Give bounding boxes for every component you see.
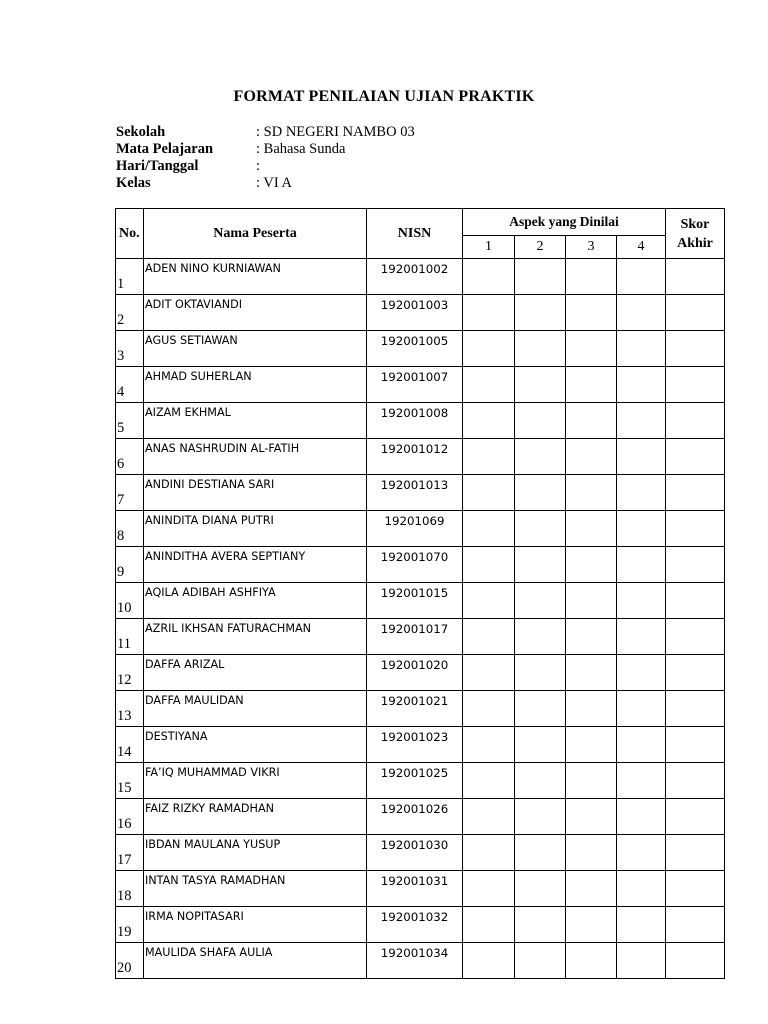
skor-akhir-cell [666,403,725,439]
table-row [116,799,725,835]
page-title: FORMAT PENILAIAN UJIAN PRAKTIK [233,88,535,105]
student-name: DAFFA ARIZAL [144,655,367,691]
student-name: ADIT OKTAVIANDI [144,295,367,331]
student-nisn: 192001025 [367,763,463,799]
info-block [116,124,415,192]
skor-akhir-cell [666,367,725,403]
skor-akhir-cell [666,547,725,583]
row-number: 18 [116,871,144,907]
student-nisn: 19201069 [367,511,463,547]
table-row [116,619,725,655]
score-aspek-1-cell [463,583,515,619]
skor-akhir-cell [666,331,725,367]
skor-akhir-cell [666,763,725,799]
score-aspek-3-cell [566,259,617,295]
student-nisn: 192001031 [367,871,463,907]
row-number: 12 [116,655,144,691]
row-number: 7 [116,475,144,511]
info-value: : VI A [256,175,292,191]
student-nisn: 192001026 [367,799,463,835]
student-name: ADEN NINO KURNIAWAN [144,259,367,295]
row-number: 19 [116,907,144,943]
table-row [116,655,725,691]
score-aspek-4-cell [617,403,666,439]
student-name: IBDAN MAULANA YUSUP [144,835,367,871]
student-name: DAFFA MAULIDAN [144,691,367,727]
student-name: FAIZ RIZKY RAMADHAN [144,799,367,835]
score-aspek-2-cell [515,727,566,763]
table-row [116,727,725,763]
score-aspek-2-cell [515,691,566,727]
skor-akhir-cell [666,583,725,619]
score-aspek-1-cell [463,403,515,439]
student-name: AHMAD SUHERLAN [144,367,367,403]
score-aspek-4-cell [617,943,666,979]
score-aspek-3-cell [566,547,617,583]
header-skor-akhir: Skor Akhir [666,209,725,259]
score-aspek-2-cell [515,439,566,475]
score-aspek-3-cell [566,511,617,547]
student-name: DESTIYANA [144,727,367,763]
row-number: 17 [116,835,144,871]
skor-akhir-cell [666,871,725,907]
row-number: 20 [116,943,144,979]
student-nisn: 192001021 [367,691,463,727]
score-aspek-4-cell [617,367,666,403]
score-aspek-3-cell [566,871,617,907]
score-aspek-2-cell [515,475,566,511]
student-nisn: 192001003 [367,295,463,331]
student-nisn: 192001032 [367,907,463,943]
header-nama-peserta: Nama Peserta [144,209,367,259]
row-number: 3 [116,331,144,367]
score-aspek-2-cell [515,331,566,367]
score-aspek-2-cell [515,871,566,907]
header-aspek-1: 1 [463,236,515,259]
score-aspek-1-cell [463,619,515,655]
score-aspek-4-cell [617,259,666,295]
row-number: 2 [116,295,144,331]
table-row [116,367,725,403]
student-nisn: 192001013 [367,475,463,511]
info-value: : [256,158,261,174]
table-row [116,835,725,871]
score-aspek-3-cell [566,295,617,331]
header-aspek-2: 2 [515,236,566,259]
student-name: ANDINI DESTIANA SARI [144,475,367,511]
score-aspek-2-cell [515,259,566,295]
score-aspek-2-cell [515,907,566,943]
score-aspek-1-cell [463,439,515,475]
skor-akhir-cell [666,619,725,655]
info-label: Sekolah [116,124,166,140]
score-aspek-4-cell [617,331,666,367]
score-aspek-4-cell [617,475,666,511]
skor-akhir-cell [666,943,725,979]
table-body [116,259,725,979]
score-aspek-3-cell [566,655,617,691]
score-aspek-2-cell [515,799,566,835]
score-aspek-3-cell [566,799,617,835]
score-aspek-3-cell [566,403,617,439]
table-row [116,583,725,619]
score-aspek-3-cell [566,439,617,475]
student-name: AIZAM EKHMAL [144,403,367,439]
header-aspek-yang-dinilai: Aspek yang Dinilai [463,209,666,236]
student-nisn: 192001015 [367,583,463,619]
score-aspek-3-cell [566,727,617,763]
score-aspek-1-cell [463,835,515,871]
score-aspek-2-cell [515,583,566,619]
score-aspek-4-cell [617,727,666,763]
score-aspek-4-cell [617,619,666,655]
info-value: : Bahasa Sunda [256,141,346,157]
score-aspek-4-cell [617,907,666,943]
score-aspek-4-cell [617,547,666,583]
skor-akhir-cell [666,259,725,295]
table-row [116,295,725,331]
info-row-mata-pelajaran [116,141,415,158]
student-nisn: 192001008 [367,403,463,439]
header-aspek-3: 3 [566,236,617,259]
student-nisn: 192001023 [367,727,463,763]
skor-akhir-cell [666,439,725,475]
score-aspek-4-cell [617,763,666,799]
score-aspek-2-cell [515,403,566,439]
score-aspek-4-cell [617,655,666,691]
row-number: 1 [116,259,144,295]
score-aspek-1-cell [463,799,515,835]
score-aspek-1-cell [463,367,515,403]
score-aspek-3-cell [566,367,617,403]
info-row-sekolah [116,124,415,141]
student-nisn: 192001017 [367,619,463,655]
student-name: MAULIDA SHAFA AULIA [144,943,367,979]
table-row [116,475,725,511]
student-name: FA’IQ MUHAMMAD VIKRI [144,763,367,799]
score-aspek-4-cell [617,583,666,619]
score-aspek-4-cell [617,439,666,475]
score-aspek-2-cell [515,367,566,403]
info-label: Mata Pelajaran [116,141,214,157]
table-row [116,403,725,439]
table-row [116,511,725,547]
score-aspek-1-cell [463,259,515,295]
score-aspek-4-cell [617,799,666,835]
student-name: ANAS NASHRUDIN AL-FATIH [144,439,367,475]
skor-akhir-cell [666,511,725,547]
score-aspek-1-cell [463,907,515,943]
score-aspek-3-cell [566,943,617,979]
table-row [116,943,725,979]
table-row [116,907,725,943]
score-aspek-3-cell [566,619,617,655]
info-value: : SD NEGERI NAMBO 03 [256,124,415,140]
table-row [116,547,725,583]
student-name: ANINDITHA AVERA SEPTIANY [144,547,367,583]
student-name: AGUS SETIAWAN [144,331,367,367]
info-label: Hari/Tanggal [116,158,199,174]
skor-akhir-cell [666,295,725,331]
table-row [116,871,725,907]
score-aspek-4-cell [617,295,666,331]
table-row [116,763,725,799]
score-aspek-2-cell [515,655,566,691]
student-nisn: 192001007 [367,367,463,403]
skor-akhir-cell [666,727,725,763]
score-aspek-1-cell [463,943,515,979]
score-aspek-1-cell [463,295,515,331]
score-aspek-1-cell [463,871,515,907]
student-nisn: 192001020 [367,655,463,691]
row-number: 4 [116,367,144,403]
score-aspek-4-cell [617,871,666,907]
score-aspek-2-cell [515,763,566,799]
row-number: 14 [116,727,144,763]
student-name: AQILA ADIBAH ASHFIYA [144,583,367,619]
student-name: IRMA NOPITASARI [144,907,367,943]
score-aspek-4-cell [617,511,666,547]
student-nisn: 192001034 [367,943,463,979]
student-nisn: 192001012 [367,439,463,475]
score-aspek-3-cell [566,835,617,871]
header-aspek-4: 4 [617,236,666,259]
score-aspek-2-cell [515,547,566,583]
score-aspek-1-cell [463,727,515,763]
skor-akhir-cell [666,799,725,835]
score-aspek-1-cell [463,763,515,799]
row-number: 5 [116,403,144,439]
assessment-table [115,208,725,979]
score-aspek-1-cell [463,475,515,511]
header-no: No. [116,209,144,259]
score-aspek-2-cell [515,943,566,979]
score-aspek-3-cell [566,583,617,619]
student-nisn: 192001002 [367,259,463,295]
score-aspek-4-cell [617,835,666,871]
score-aspek-1-cell [463,655,515,691]
student-nisn: 192001030 [367,835,463,871]
score-aspek-4-cell [617,691,666,727]
row-number: 9 [116,547,144,583]
row-number: 16 [116,799,144,835]
score-aspek-1-cell [463,691,515,727]
student-name: INTAN TASYA RAMADHAN [144,871,367,907]
skor-akhir-cell [666,835,725,871]
row-number: 8 [116,511,144,547]
student-name: ANINDITA DIANA PUTRI [144,511,367,547]
row-number: 13 [116,691,144,727]
info-row-hari-tanggal [116,158,415,175]
student-nisn: 192001070 [367,547,463,583]
table-row [116,439,725,475]
row-number: 15 [116,763,144,799]
row-number: 11 [116,619,144,655]
student-nisn: 192001005 [367,331,463,367]
score-aspek-2-cell [515,511,566,547]
table-row [116,691,725,727]
score-aspek-3-cell [566,907,617,943]
score-aspek-1-cell [463,511,515,547]
score-aspek-2-cell [515,295,566,331]
score-aspek-2-cell [515,835,566,871]
row-number: 10 [116,583,144,619]
table-row [116,259,725,295]
score-aspek-3-cell [566,475,617,511]
skor-akhir-cell [666,475,725,511]
score-aspek-2-cell [515,619,566,655]
info-row-kelas [116,175,415,192]
skor-akhir-cell [666,655,725,691]
header-nisn: NISN [367,209,463,259]
table-row [116,331,725,367]
score-aspek-3-cell [566,331,617,367]
row-number: 6 [116,439,144,475]
score-aspek-1-cell [463,547,515,583]
score-aspek-3-cell [566,763,617,799]
score-aspek-3-cell [566,691,617,727]
skor-akhir-cell [666,691,725,727]
score-aspek-1-cell [463,331,515,367]
skor-akhir-cell [666,907,725,943]
student-name: AZRIL IKHSAN FATURACHMAN [144,619,367,655]
info-label: Kelas [116,175,151,191]
